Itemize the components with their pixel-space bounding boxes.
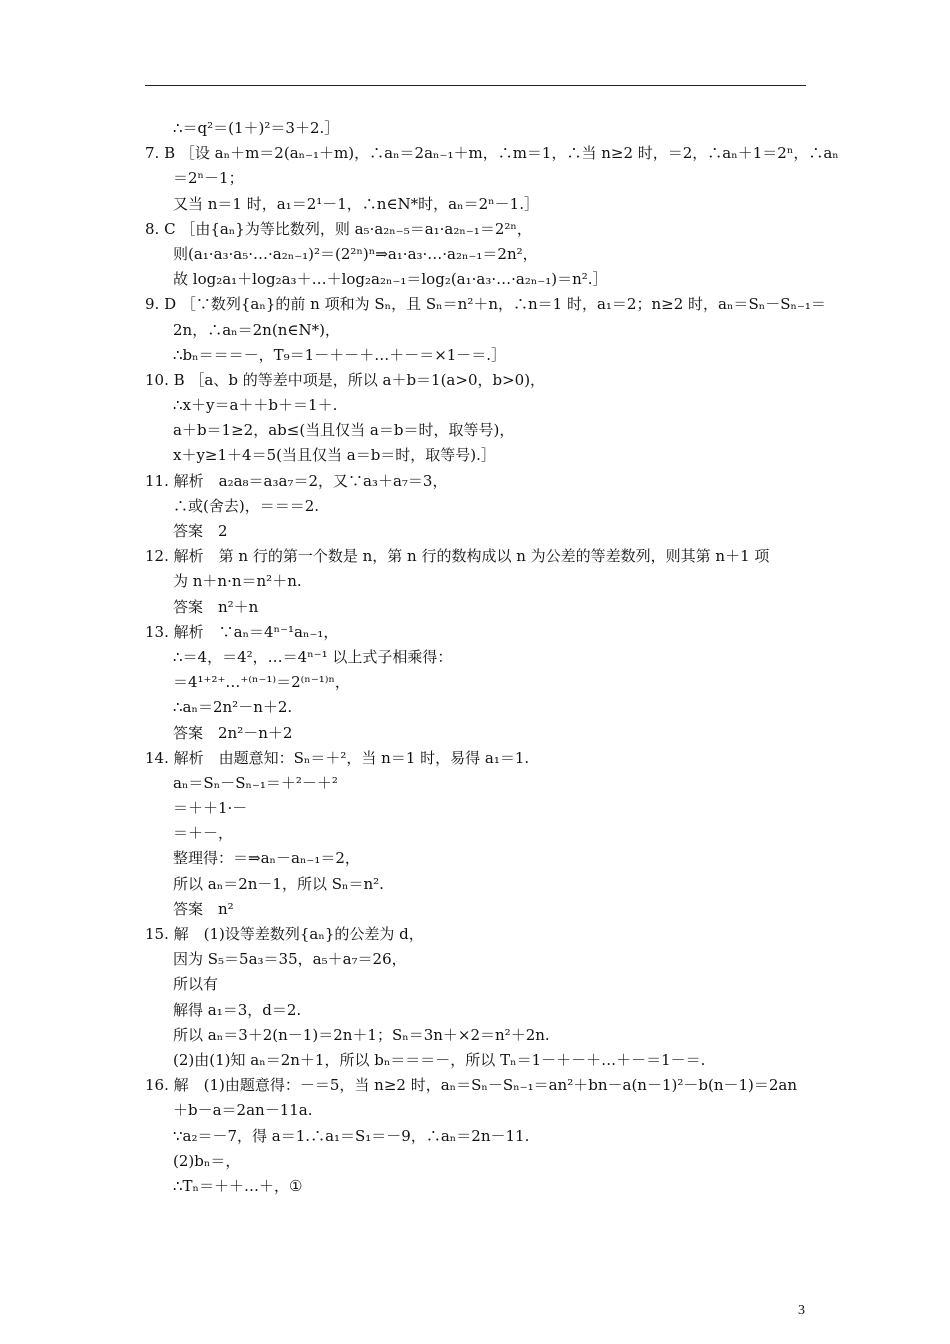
text-line: 为 n＋n·n＝n²＋n. — [173, 572, 302, 591]
text-line: 11. 解析 a₂a₈＝a₃a₇＝2，又∵a₃＋a₇＝3， — [145, 471, 448, 490]
text-line: 则(a₁·a₃·a₅·…·a₂ₙ₋₁)²＝(2²ⁿ)ⁿ⇒a₁·a₃·…·a₂ₙ₋₁＝2n²， — [173, 244, 538, 263]
text-line: ＝2ⁿ－1； — [173, 169, 244, 188]
text-line: 答案 2 — [173, 522, 228, 540]
text-line: ＝＋＋1·－ — [173, 799, 248, 818]
text-line: 因为 S₅＝5a₃＝35，a₅＋a₇＝26， — [173, 950, 407, 969]
text-line: 13. 解析 ∵aₙ＝4ⁿ⁻¹aₙ₋₁， — [145, 622, 339, 641]
text-line: 10. B ［a、b 的等差中项是，所以 a＋b＝1(a>0，b>0)， — [145, 370, 546, 389]
text-line: (2)bₙ＝， — [173, 1151, 241, 1170]
text-line: ∴x＋y＝a＋＋b＋＝1＋. — [173, 396, 338, 415]
page-number: 3 — [798, 1303, 805, 1318]
text-line: 答案 n² — [173, 899, 234, 918]
text-line: 解得 a₁＝3，d＝2. — [173, 1000, 302, 1019]
text-line: 15. 解 (1)设等差数列{aₙ}的公差为 d， — [145, 925, 424, 943]
text-line: aₙ＝Sₙ－Sₙ₋₁＝＋²－＋² — [173, 773, 338, 792]
text-line: ∴＝4，＝4²，…＝4ⁿ⁻¹ 以上式子相乘得： — [173, 647, 453, 666]
text-line: 12. 解析 第 n 行的第一个数是 n，第 n 行的数构成以 n 为公差的等差数列，则其第 n＋1 项 — [145, 547, 770, 566]
text-line: (2)由(1)知 aₙ＝2n＋1，所以 bₙ＝＝＝－，所以 Tₙ＝1－＋－＋…＋－＝1－＝. — [173, 1050, 706, 1069]
text-line: ∴＝q²＝(1＋)²＝3＋2.］ — [173, 119, 340, 137]
text-line: 9. D ［∵数列{aₙ}的前 n 项和为 Sₙ，且 Sₙ＝n²＋n，∴n＝1 时，a₁＝2；n≥2 时，aₙ＝Sₙ－Sₙ₋₁＝ — [145, 295, 826, 314]
text-line: 答案 2n²－n＋2 — [173, 723, 293, 742]
text-line: a＋b＝1≥2，ab≤(当且仅当 a＝b＝时，取等号)， — [173, 421, 515, 440]
text-line: 8. C ［由{aₙ}为等比数列，则 a₅·a₂ₙ₋₅＝a₁·a₂ₙ₋₁＝2²ⁿ， — [145, 219, 532, 238]
text-line: 整理得：＝⇒aₙ－aₙ₋₁＝2， — [173, 849, 360, 868]
text-line: 所以 aₙ＝3＋2(n－1)＝2n＋1；Sₙ＝3n＋×2＝n²＋2n. — [173, 1025, 550, 1044]
text-line: 答案 n²＋n — [173, 597, 259, 616]
text-line: x＋y≥1＋4＝5(当且仅当 a＝b＝时，取等号).］ — [173, 446, 496, 465]
header-rule — [145, 85, 806, 86]
text-line: ∴bₙ＝＝＝－，T₉＝1－＋－＋…＋－＝×1－＝.］ — [173, 345, 507, 364]
text-line: 2n，∴aₙ＝2n(n∈N*)， — [173, 320, 340, 339]
text-line: 14. 解析 由题意知：Sₙ＝＋²，当 n＝1 时，易得 a₁＝1. — [145, 748, 530, 767]
text-line: 16. 解 (1)由题意得：－＝5，当 n≥2 时，aₙ＝Sₙ－Sₙ₋₁＝an²＋bn－a(n－1)²－b(n－1)＝2an — [145, 1076, 798, 1095]
solution-text — [145, 116, 839, 1199]
text-line: ∴Tₙ＝＋＋…＋，① — [173, 1176, 303, 1195]
text-line: 所以 aₙ＝2n－1，所以 Sₙ＝n². — [173, 874, 384, 893]
text-line: ＝4¹⁺²⁺…⁺⁽ⁿ⁻¹⁾＝2⁽ⁿ⁻¹⁾ⁿ， — [173, 673, 350, 692]
text-line: ∴aₙ＝2n²－n＋2. — [173, 698, 293, 717]
text-line: 7. B ［设 aₙ＋m＝2(aₙ₋₁＋m)，∴aₙ＝2aₙ₋₁＋m，∴m＝1，∴当 n≥2 时，＝2，∴aₙ＋1＝2ⁿ，∴aₙ — [145, 144, 839, 163]
text-line: ＝＋－， — [173, 824, 234, 843]
text-line: ＋b－a＝2an－11a. — [173, 1101, 313, 1120]
text-line: 故 log₂a₁＋log₂a₃＋…＋log₂a₂ₙ₋₁＝log₂(a₁·a₃·…·a₂ₙ₋₁)＝n².］ — [173, 270, 608, 289]
text-line: 又当 n＝1 时，a₁＝2¹－1，∴n∈N*时，aₙ＝2ⁿ－1.］ — [173, 194, 539, 213]
text-line: 所以有 — [173, 975, 219, 994]
text-line: ∵a₂＝－7，得 a＝1.∴a₁＝S₁＝－9，∴aₙ＝2n－11. — [173, 1126, 530, 1145]
text-line: ∴或(舍去)，＝＝＝2. — [173, 496, 320, 515]
